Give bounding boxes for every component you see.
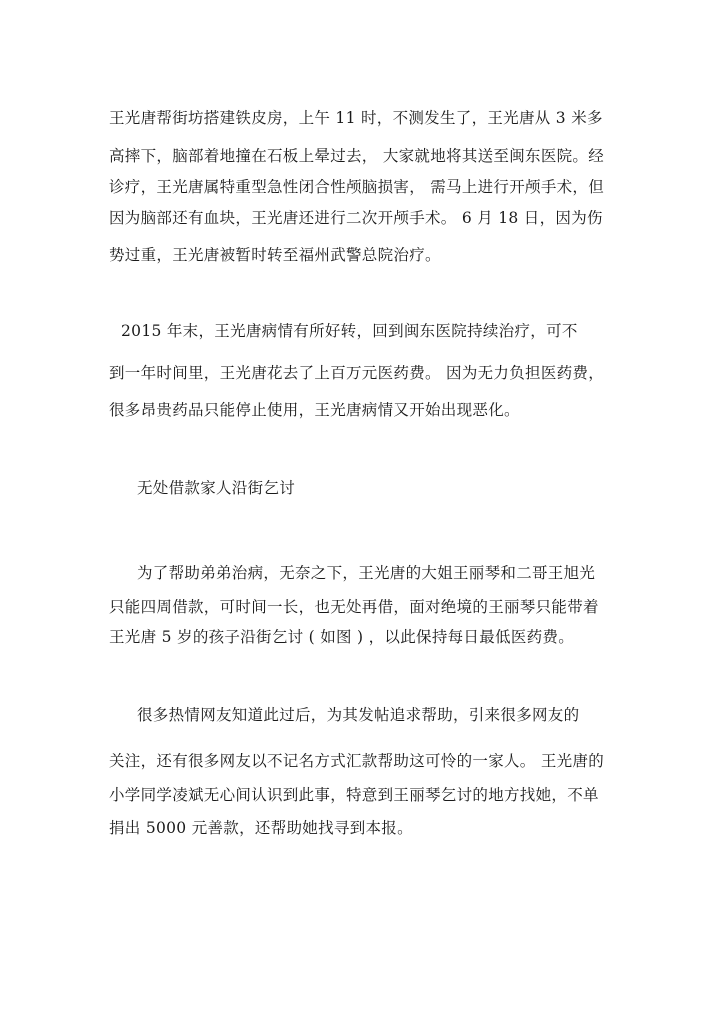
text-line: 很多热情网友知道此过后，为其发帖追求帮助，引来很多网友的: [137, 706, 580, 724]
text-line: 为了帮助弟弟治病，无奈之下，王光唐的大姐王丽琴和二哥王旭光: [137, 564, 596, 582]
text-line: 很多昂贵药品只能停止使用，王光唐病情又开始出现恶化。: [109, 401, 520, 419]
text-line: 只能四周借款，可时间一长，也无处再借，面对绝境的王丽琴只能带着: [109, 598, 599, 616]
text-line: 捐出 5000 元善款，还帮助她找寻到本报。: [109, 819, 413, 837]
text-line: 2015 年末，王光唐病情有所好转，回到闽东医院持续治疗，可不: [121, 322, 578, 340]
text-line: 因为脑部还有血块，王光唐还进行二次开颅手术。 6 月 18 日，因为伤: [109, 209, 603, 227]
text-line: 关注，还有很多网友以不记名方式汇款帮助这可怜的一家人。 王光唐的: [109, 752, 605, 770]
text-line: 王光唐帮街坊搭建铁皮房，上午 11 时，不测发生了，王光唐从 3 米多: [109, 109, 603, 127]
text-line: 小学同学凌斌无心间认识到此事，特意到王丽琴乞讨的地方找她，不单: [109, 786, 599, 804]
text-line: 势过重，王光唐被暂时转至福州武警总院治疗。: [109, 246, 441, 264]
text-line: 诊疗，王光唐属特重型急性闭合性颅脑损害， 需马上进行开颅手术，但: [109, 178, 605, 196]
text-line: 到一年时间里，王光唐花去了上百万元医药费。 因为无力负担医药费，: [109, 364, 605, 382]
section-heading-text: 无处借款家人沿街乞讨: [137, 479, 296, 497]
text-line: 王光唐 5 岁的孩子沿街乞讨 ( 如图 ) ，以此保持每日最低医药费。: [109, 628, 575, 646]
text-line: 高摔下，脑部着地撞在石板上晕过去， 大家就地将其送至闽东医院。经: [109, 147, 605, 165]
